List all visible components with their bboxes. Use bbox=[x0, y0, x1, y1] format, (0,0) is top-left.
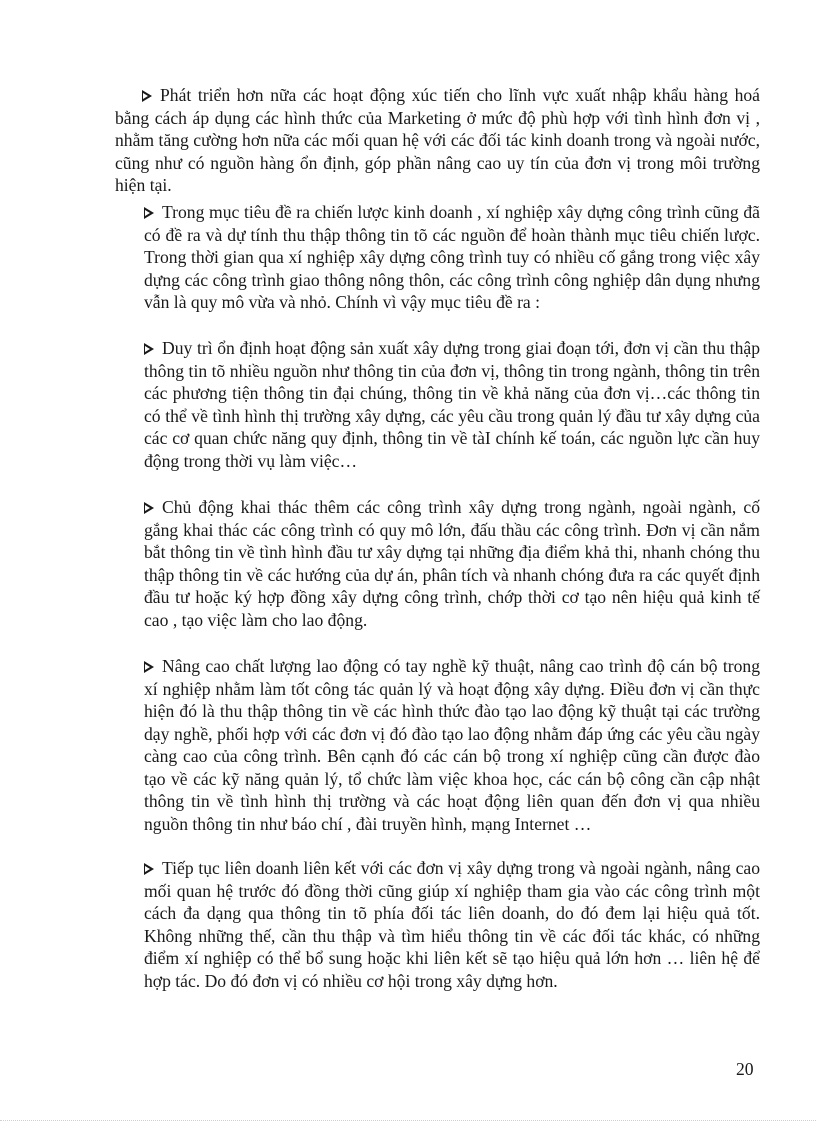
arrow-bullet-icon bbox=[144, 207, 154, 219]
paragraph-text: Nâng cao chất lượng lao động có tay nghề kỹ thuật, nâng cao trình độ cán bộ trong xí nghiệp nhằm làm tốt công tác quản lý và hoạt động xây dựng. Điều đơn vị cần thực hiện đó là thu thập thông tin về các hình thức đào tạo lao động kỹ thuật tại các trường dạy nghề, phối hợp với các đơn vị đó đào tạo lao động nhằm đáp ứng các yêu cầu ngày càng cao của công trình. Bên cạnh đó các cán bộ trong xí nghiệp cũng cần được đào tạo về các kỹ năng quản lý, tổ chức làm việc khoa học, các cán bộ công cần cập nhật thông tin về tình hình thị trường và các hoạt động liên quan đến đơn vị qua nhiều nguồn thông tin như báo chí , đài truyền hình, mạng Internet … bbox=[144, 656, 760, 834]
paragraph-text: Trong mục tiêu đề ra chiến lược kinh doanh , xí nghiệp xây dựng công trình cũng đã có đề ra và dự tính thu thập thông tin tõ các nguồn để hoàn thành mục tiêu chiến lược. Trong thời gian qua xí nghiệp xây dựng công trình tuy có nhiều cố gắng trong việc xây dựng các công trình giao thông nông thôn, các công trình công nghiệp dân dụng nhưng vẫn là quy mô vừa và nhỏ. Chính vì vậy mục tiêu đề ra : bbox=[144, 202, 760, 312]
arrow-bullet-icon bbox=[144, 502, 154, 514]
paragraph-text: Phát triển hơn nữa các hoạt động xúc tiến cho lĩnh vực xuất nhập khẩu hàng hoá bằng cách áp dụng các hình thức của Marketing ở mức độ phù hợp với tình hình đơn vị , nhằm tăng cường hơn nữa các mối quan hệ với các đối tác kinh doanh trong và ngoài nước, cũng như có nguồn hàng ổn định, góp phần nâng cao uy tín của đơn vị trong môi trường hiện tại. bbox=[115, 85, 760, 195]
page-bottom-divider bbox=[0, 1120, 816, 1121]
arrow-bullet-icon bbox=[144, 661, 154, 673]
paragraph-5 bbox=[144, 655, 760, 835]
arrow-bullet-icon bbox=[144, 343, 154, 355]
paragraph-text: Duy trì ổn định hoạt động sản xuất xây dựng trong giai đoạn tới, đơn vị cần thu thập thông tin tõ nhiều nguồn như thông tin của đơn vị, thông tin trong ngành, thông tin trên các phương tiện thông tin đại chúng, thông tin về khả năng của đơn vị…các thông tin có thể về tình hình thị trường xây dựng, các yêu cầu trong quản lý đầu tư xây dựng của các cơ quan chức năng quy định, thông tin về tàI chính kế toán, các nguồn lực cần huy động trong thời vụ làm việc… bbox=[144, 338, 760, 471]
paragraph-4 bbox=[144, 496, 760, 631]
arrow-bullet-icon bbox=[144, 863, 154, 875]
paragraph-1 bbox=[115, 84, 760, 197]
page-number: 20 bbox=[736, 1059, 754, 1079]
paragraph-text: Tiếp tục liên doanh liên kết với các đơn vị xây dựng trong và ngoài ngành, nâng cao mối quan hệ trước đó đồng thời cũng giúp xí nghiệp tham gia vào các công trình một cách đa dạng qua thông tin tõ phía đối tác liên doanh, do đó đem lại hiệu quả tốt. Không những thế, cần thu thập và tìm hiểu thông tin về các đối tác khác, có những điểm xí nghiệp có thể bổ sung hoặc khi liên kết sẽ tạo hiệu quả lớn hơn … liên hệ để hợp tác. Do đó đơn vị có nhiều cơ hội trong xây dựng hơn. bbox=[144, 858, 760, 991]
arrow-bullet-icon bbox=[142, 90, 152, 102]
paragraph-2 bbox=[144, 201, 760, 314]
paragraph-6 bbox=[144, 857, 760, 992]
paragraph-text: Chủ động khai thác thêm các công trình xây dựng trong ngành, ngoài ngành, cố gắng khai thác các công trình có quy mô lớn, đấu thầu các công trình. Đơn vị cần nắm bắt thông tin về tình hình đầu tư xây dựng tại những địa điểm khả thi, nhanh chóng thu thập thông tin về các hướng của dự án, phân tích và nhanh chóng đưa ra các quyết định đầu tư hoặc ký hợp đồng xây dựng công trình, chớp thời cơ tạo nên hiệu quả kinh tế cao , tạo việc làm cho lao động. bbox=[144, 497, 760, 630]
paragraph-3 bbox=[144, 337, 760, 472]
